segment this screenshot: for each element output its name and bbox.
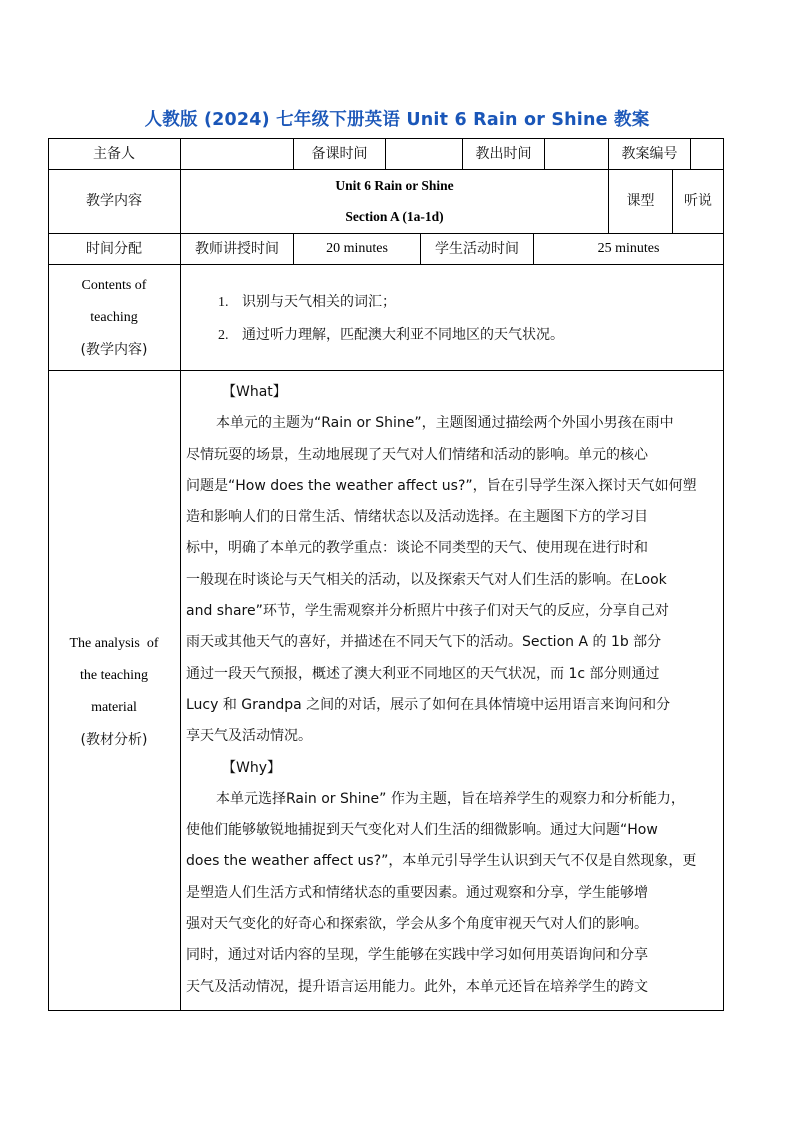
what-line: Lucy 和 Grandpa 之间的对话，展示了如何在具体情境中运用语言来询问和分 xyxy=(186,696,671,713)
teacher-time-label: 教师讲授时间 xyxy=(195,240,279,257)
objective-item: 1. 识别与天气相关的词汇； xyxy=(218,294,396,310)
preparer-label: 主备人 xyxy=(93,145,135,162)
what-line: 一般现在时谈论与天气相关的活动，以及探索天气对人们生活的影响。在Look xyxy=(186,571,667,588)
why-line: 强对天气变化的好奇心和探索欲，学会从多个角度审视天气对人们的影响。 xyxy=(186,916,648,933)
teacher-time-value: 20 minutes xyxy=(326,240,388,256)
why-line: 是塑造人们生活方式和情绪状态的重要因素。通过观察和分享，学生能够增 xyxy=(186,884,648,901)
what-line: 尽情玩耍的场景，生动地展现了天气对人们情绪和活动的影响。单元的核心 xyxy=(186,446,648,463)
unit-section-cell xyxy=(181,170,608,233)
preparer-value xyxy=(181,139,293,169)
why-heading: 【Why】 xyxy=(222,759,282,776)
why-line: 本单元选择Rain or Shine” 作为主题，旨在培养学生的观察力和分析能力， xyxy=(216,790,685,807)
analysis-label-line1: The analysis of xyxy=(69,636,159,651)
lesson-type-label: 课型 xyxy=(626,193,655,210)
student-time-label: 学生活动时间 xyxy=(435,240,519,257)
what-line: 雨天或其他天气的喜好，并描述在不同天气下的活动。Section A 的 1b 部分 xyxy=(186,634,662,651)
contents-of-teaching-label xyxy=(48,265,180,370)
section-name: Section A (1a-1d) xyxy=(345,208,444,224)
what-line: 本单元的主题为“Rain or Shine”，主题图通过描绘两个外国小男孩在雨中 xyxy=(216,415,674,432)
what-heading: 【What】 xyxy=(222,384,287,400)
plan-number-value xyxy=(691,139,723,169)
lesson-type-value: 听说 xyxy=(684,193,712,210)
why-line: 同时，通过对话内容的呈现，学生能够在实践中学习如何用英语询问和分享 xyxy=(186,947,648,964)
objective-item: 2. 通过听力理解，匹配澳大利亚不同地区的天气状况。 xyxy=(218,327,564,343)
teach-time-value xyxy=(545,139,608,169)
contents-label-line1: Contents of xyxy=(81,277,147,293)
what-line: 标中，明确了本单元的教学重点：谈论不同类型的天气、使用现在进行时和 xyxy=(186,540,648,557)
why-line: does the weather affect us?”，本单元引导学生认识到天气不仅是自然现象，更 xyxy=(186,853,697,870)
plan-number-label: 教案编号 xyxy=(621,145,678,162)
what-line: 造和影响人们的日常生活、情绪状态以及活动选择。在主题图下方的学习目 xyxy=(186,509,648,526)
analysis-label-line2: the teaching xyxy=(79,668,149,683)
why-line: 天气及活动情况，提升语言运用能力。此外，本单元还旨在培养学生的跨文 xyxy=(186,978,648,995)
unit-name: Unit 6 Rain or Shine xyxy=(335,178,454,194)
contents-label-line2: teaching xyxy=(90,309,138,325)
why-line: 使他们能够敏锐地捕捉到天气变化对人们生活的细微影响。通过大问题“How xyxy=(186,822,658,839)
contents-label-line3: (教学内容) xyxy=(80,341,148,358)
teaching-content-label: 教学内容 xyxy=(86,193,142,210)
what-line: 问题是“How does the weather affect us?”，旨在引导学生深入探讨天气如何塑 xyxy=(186,477,697,494)
analysis-label-line3: material xyxy=(91,700,137,715)
what-line: and share”环节，学生需观察并分析照片中孩子们对天气的反应，分享自己对 xyxy=(186,603,669,620)
time-allocation-label: 时间分配 xyxy=(86,240,142,257)
prep-time-label: 备课时间 xyxy=(311,145,368,162)
objectives-list xyxy=(218,286,718,352)
what-line: 通过一段天气预报，概述了澳大利亚不同地区的天气状况，而 1c 部分则通过 xyxy=(186,665,660,682)
page-title: 人教版 (2024) 七年级下册英语 Unit 6 Rain or Shine 教案 xyxy=(144,110,650,130)
student-time-value: 25 minutes xyxy=(597,240,660,256)
analysis-label xyxy=(48,627,180,757)
analysis-label-line4: (教材分析) xyxy=(80,732,148,748)
teach-time-label: 教出时间 xyxy=(475,145,532,162)
prep-time-value xyxy=(386,139,462,169)
what-line: 享天气及活动情况。 xyxy=(186,728,312,745)
analysis-body xyxy=(186,377,718,1003)
